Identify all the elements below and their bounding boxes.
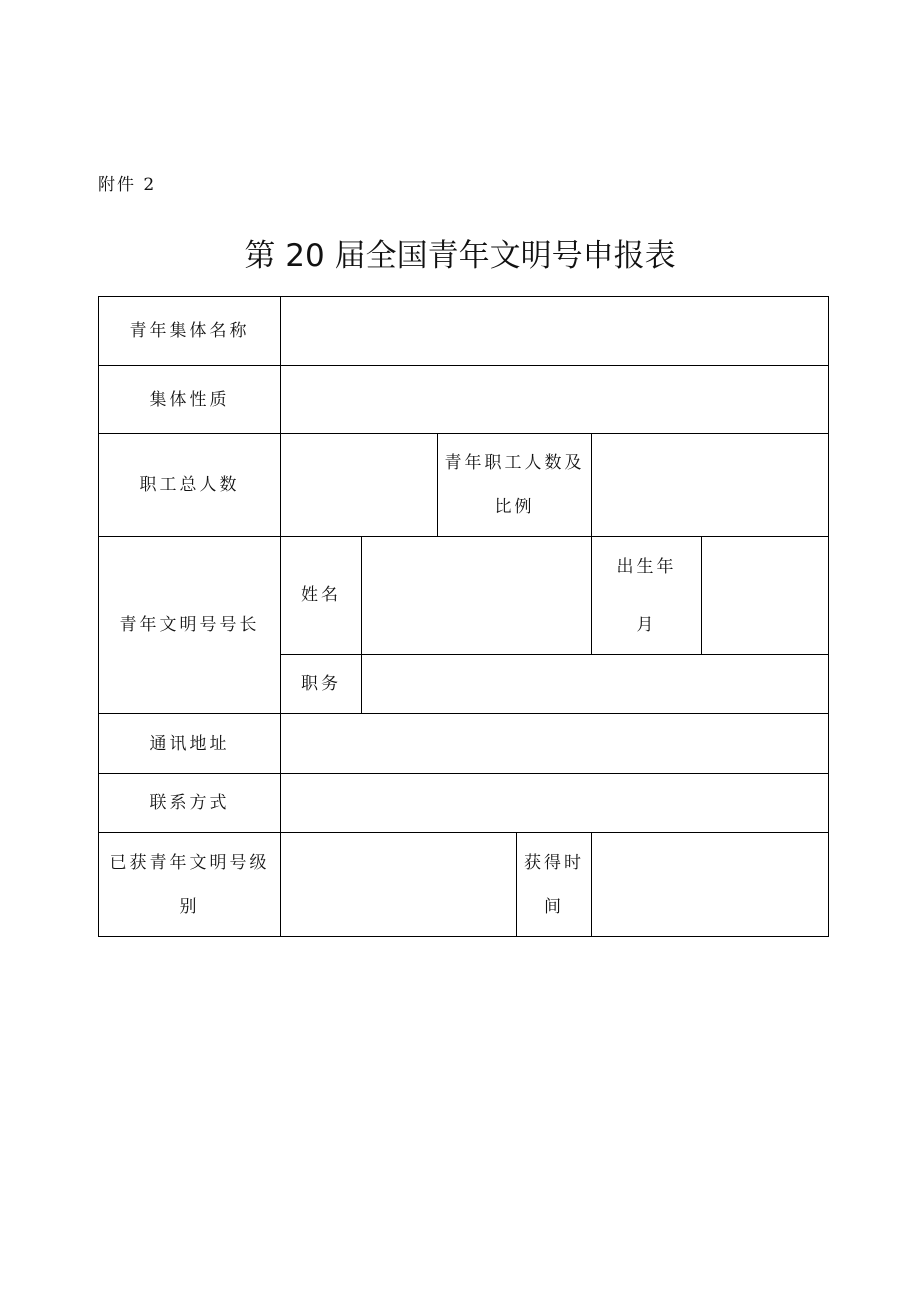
total-staff-label: 职工总人数 xyxy=(99,434,281,537)
collective-nature-label: 集体性质 xyxy=(99,366,281,434)
attachment-label: 附件 2 xyxy=(98,175,157,195)
birth-date-value[interactable] xyxy=(702,537,829,655)
leader-name-label: 姓名 xyxy=(281,537,362,655)
level-label: 已获青年文明号级别 xyxy=(99,833,281,937)
address-value[interactable] xyxy=(281,714,829,774)
leader-position-value[interactable] xyxy=(362,655,829,714)
collective-name-label: 青年集体名称 xyxy=(99,297,281,366)
birth-date-label: 出生年月 xyxy=(592,537,702,655)
youth-staff-ratio-value[interactable] xyxy=(592,434,829,537)
collective-name-value[interactable] xyxy=(281,297,829,366)
total-staff-value[interactable] xyxy=(281,434,438,537)
contact-value[interactable] xyxy=(281,774,829,833)
youth-staff-ratio-label: 青年职工人数及比例 xyxy=(438,434,592,537)
contact-label: 联系方式 xyxy=(99,774,281,833)
application-form xyxy=(98,296,829,937)
leader-name-value[interactable] xyxy=(362,537,592,655)
address-label: 通讯地址 xyxy=(99,714,281,774)
obtained-time-value[interactable] xyxy=(592,833,829,937)
level-value[interactable] xyxy=(281,833,517,937)
obtained-time-label: 获得时间 xyxy=(517,833,592,937)
leader-position-label: 职务 xyxy=(281,655,362,714)
collective-nature-value[interactable] xyxy=(281,366,829,434)
leader-label: 青年文明号号长 xyxy=(99,537,281,714)
page-title: 第 20 届全国青年文明号申报表 xyxy=(244,238,676,274)
